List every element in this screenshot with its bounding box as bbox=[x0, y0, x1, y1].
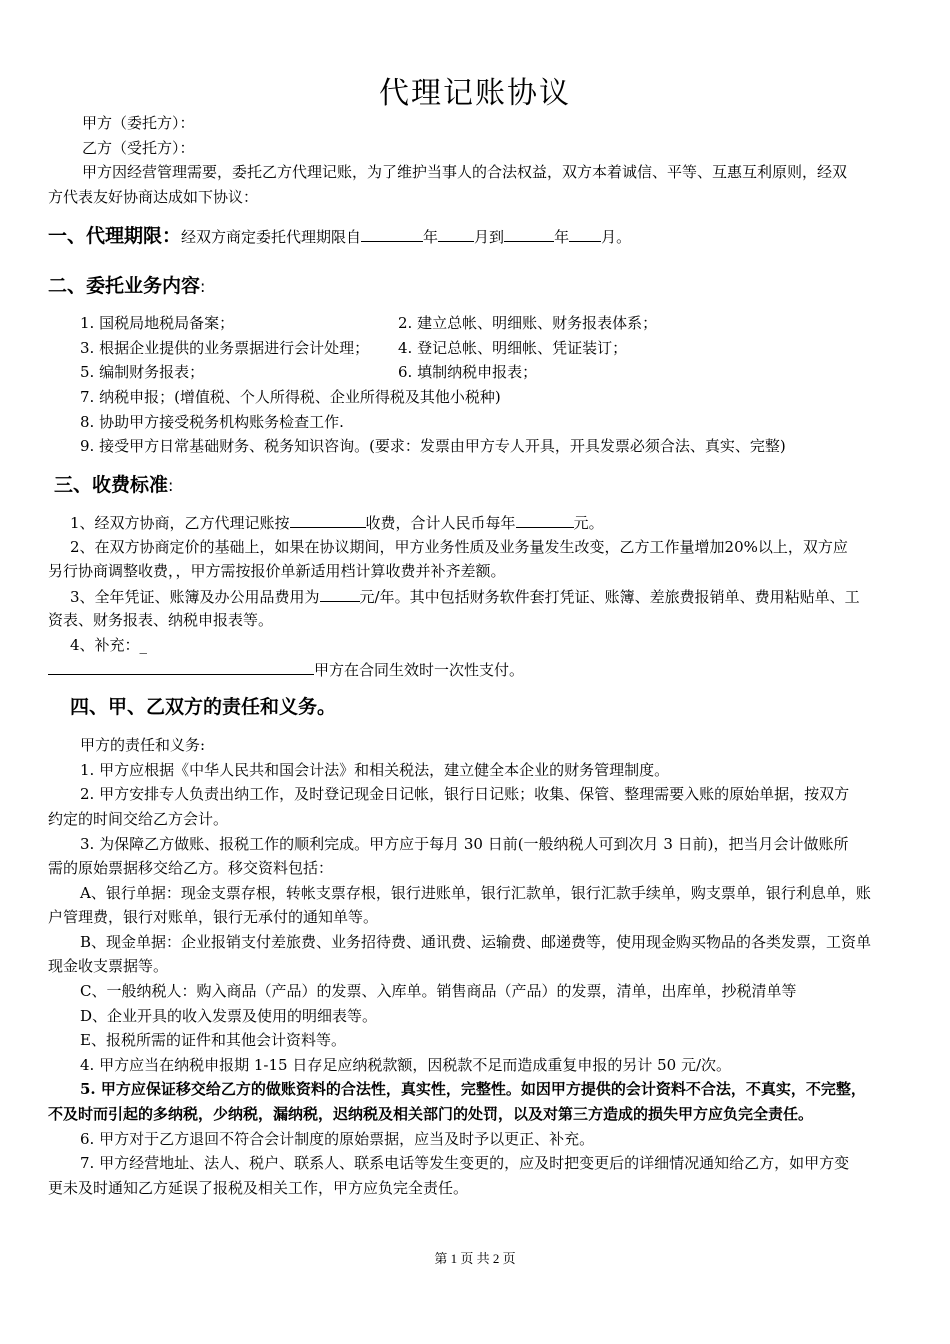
service-item-4: 4. 登记总帐、明细帐、凭证装订； bbox=[398, 339, 628, 357]
fee-clause-3a-2: 元/年。其中包括财务软件套打凭证、账簿、差旅费报销单、费用粘贴单、工 bbox=[359, 588, 860, 606]
party-a-label: 甲方（委托方）： bbox=[82, 114, 195, 132]
section-2-colon: : bbox=[200, 277, 206, 296]
end-month-blank bbox=[569, 226, 601, 242]
section-3-title: 三、收费标准 bbox=[54, 474, 169, 496]
supplies-fee-blank bbox=[320, 586, 360, 602]
duty-3-c: C、一般纳税人：购入商品（产品）的发票、入库单。销售商品（产品）的发票，清单，出库单，抄税清单等 bbox=[80, 982, 797, 1000]
term-text-4: 年 bbox=[554, 228, 570, 246]
section-1-title: 一、代理期限： bbox=[48, 225, 182, 247]
section-3-heading bbox=[54, 472, 173, 499]
duty-4: 4. 甲方应当在纳税申报期 1-15 日存足应纳税款额，因税款不足而造成重复申报的另计 50 元/次。 bbox=[80, 1056, 731, 1074]
duty-3-b1: B、现金单据：企业报销支付差旅费、业务招待费、通讯费、运输费、邮递费等，使用现金购买物品的各类发票，工资单 bbox=[80, 933, 872, 951]
fee-clause-2a: 2、在双方协商定价的基础上，如果在协议期间，甲方业务性质及业务量发生改变，乙方工作量增加20%以上，双方应 bbox=[70, 538, 848, 556]
duty-3-a1: A、银行单据：现金支票存根，转帐支票存根，银行进账单，银行汇款单，银行汇款手续单，购支票单，银行利息单，账 bbox=[80, 884, 871, 902]
duty-2a: 2. 甲方安排专人负责出纳工作，及时登记现金日记帐，银行日记账；收集、保管、整理需要入账的原始单据，按双方 bbox=[80, 785, 850, 803]
duty-5a: 5. 甲方应保证移交给乙方的做账资料的合法性，真实性，完整性。如因甲方提供的会计资料不合法，不真实，不完整， bbox=[80, 1080, 866, 1098]
service-item-1: 1. 国税局地税局备案； bbox=[80, 314, 235, 332]
section-2-title: 二、委托业务内容 bbox=[48, 275, 201, 297]
supplement-blank bbox=[48, 659, 314, 675]
service-item-6: 6. 填制纳税申报表； bbox=[398, 363, 538, 381]
term-text-2: 年 bbox=[423, 228, 439, 246]
fee-basis-blank bbox=[290, 512, 366, 528]
fee-clause-2b: 另行协商调整收费，，甲方需按报价单新适用档计算收费并补齐差额。 bbox=[48, 562, 506, 580]
term-text-3: 月到 bbox=[474, 228, 505, 246]
fee-clause-3a-1: 3、全年凭证、账簿及办公用品费用为 bbox=[70, 588, 320, 606]
start-year-blank bbox=[361, 226, 423, 242]
duty-2b: 约定的时间交给乙方会计。 bbox=[48, 810, 229, 828]
duty-1: 1. 甲方应根据《中华人民共和国会计法》和相关税法，建立健全本企业的财务管理制度。 bbox=[80, 761, 670, 779]
fee-clause-1c: 元。 bbox=[573, 514, 604, 532]
service-item-9: 9. 接受甲方日常基础财务、税务知识咨询。(要求：发票由甲方专人开具，开具发票必须合法、真实、完整) bbox=[80, 437, 786, 455]
term-text-5: 月。 bbox=[601, 228, 632, 246]
duty-6: 6. 甲方对于乙方退回不符合会计制度的原始票据，应当及时予以更正、补充。 bbox=[80, 1130, 595, 1148]
fee-clause-4b-text: 甲方在合同生效时一次性支付。 bbox=[314, 661, 525, 679]
party-b-label: 乙方（受托方）： bbox=[82, 139, 195, 157]
duty-5b: 不及时而引起的多纳税，少纳税，漏纳税，迟纳税及相关部门的处罚，以及对第三方造成的损失甲方应负完全责任。 bbox=[48, 1105, 814, 1123]
duty-7a: 7. 甲方经营地址、法人、税户、联系人、联系电话等发生变更的，应及时把变更后的详细情况通知给乙方，如甲方变 bbox=[80, 1154, 850, 1172]
service-item-3: 3. 根据企业提供的业务票据进行会计处理； bbox=[80, 339, 370, 357]
duty-3-b2: 现金收支票据等。 bbox=[48, 957, 169, 975]
section-1-heading bbox=[48, 223, 631, 250]
term-text-1: 经双方商定委托代理期限自 bbox=[181, 228, 362, 246]
end-year-blank bbox=[504, 226, 554, 242]
service-item-2: 2. 建立总帐、明细账、财务报表体系； bbox=[398, 314, 658, 332]
fee-clause-1 bbox=[70, 512, 604, 533]
start-month-blank bbox=[438, 226, 474, 242]
fee-clause-4b bbox=[48, 659, 524, 680]
annual-fee-blank bbox=[516, 512, 574, 528]
intro-line-1: 甲方因经营管理需要，委托乙方代理记账，为了维护当事人的合法权益，双方本着诚信、平等、互惠互利原则，经双 bbox=[82, 163, 848, 181]
fee-clause-4: 4、补充：_ bbox=[70, 636, 148, 654]
document-title: 代理记账协议 bbox=[379, 76, 571, 111]
party-a-duties-label: 甲方的责任和义务: bbox=[80, 736, 206, 754]
fee-clause-1a: 1、经双方协商，乙方代理记账按 bbox=[70, 514, 290, 532]
intro-line-2: 方代表友好协商达成如下协议： bbox=[48, 188, 259, 206]
duty-3b: 需的原始票据移交给乙方。移交资料包括： bbox=[48, 859, 334, 877]
duty-3-d: D、企业开具的收入发票及使用的明细表等。 bbox=[80, 1007, 378, 1025]
service-item-7: 7. 纳税申报；(增值税、个人所得税、企业所得税及其他小税种) bbox=[80, 388, 501, 406]
fee-clause-3a bbox=[70, 586, 860, 607]
service-item-8: 8. 协助甲方接受税务机构账务检查工作. bbox=[80, 413, 344, 431]
duty-3-e: E、报税所需的证件和其他会计资料等。 bbox=[80, 1031, 346, 1049]
duty-3a: 3. 为保障乙方做账、报税工作的顺利完成。甲方应于每月 30 日前(一般纳税人可到次月 3 日前)，把当月会计做账所 bbox=[80, 835, 849, 853]
section-3-colon: : bbox=[168, 476, 174, 495]
page-footer: 第 1 页 共 2 页 bbox=[434, 1251, 516, 1266]
fee-clause-3b: 资表、财务报表、纳税申报表等。 bbox=[48, 611, 274, 629]
fee-clause-1b: 收费，合计人民币每年 bbox=[365, 514, 516, 532]
section-2-heading bbox=[48, 273, 205, 300]
service-item-5: 5. 编制财务报表； bbox=[80, 363, 205, 381]
duty-7b: 更未及时通知乙方延误了报税及相关工作，甲方应负完全责任。 bbox=[48, 1179, 469, 1197]
section-4-heading: 四、甲、乙双方的责任和义务。 bbox=[70, 696, 337, 718]
duty-3-a2: 户管理费，银行对账单，银行无承付的通知单等。 bbox=[48, 908, 379, 926]
